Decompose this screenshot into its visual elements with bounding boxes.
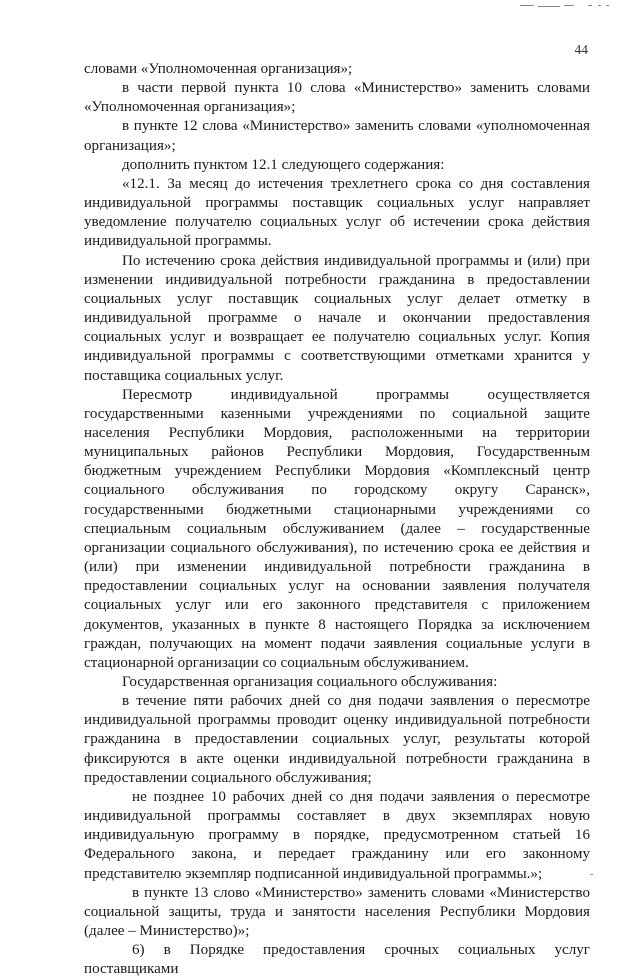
scan-artifact (590, 874, 593, 875)
paragraph: Пересмотр индивидуальной программы осуществляется государственными казенными учреждениями по социальной защите населения Республики Мордовия, расположенными на территории муниципальных районов Республики Мордовия, Государственным бюджетным учреждением Республики Мордовия «Комплексный центр социального обслуживания по городскому округу Саранск», государственными бюджетными стационарными учреждениями со специальным социальным обслуживанием (далее – государственные организации социального обслуживания), по истечению срока ее действия и (или) при изменении индивидуальной потребности гражданина в предоставлении социальных услуг на основании заявления получателя социальных услуг или его законного представителя с приложением документов, указанных в пункте 8 настоящего Порядка за исключением граждан, получающих на момент подачи заявления социальные услуги в стационарной организации со социальным обслуживанием. (84, 386, 590, 671)
paragraph: По истечению срока действия индивидуальной программы и (или) при изменении индивидуальной потребности гражданина в предоставлении социальных услуг поставщик социальных услуг делает отметку в индивидуальной программе о начале и окончании предоставления социальных услуг и возвращает ее получателю социальных услуг. Копия индивидуальной программы с соответствующими отметками хранится у поставщика социальных услуг. (84, 252, 590, 384)
paragraph: дополнить пунктом 12.1 следующего содержания: (122, 156, 445, 173)
paragraph: «12.1. За месяц до истечения трехлетнего срока со дня составления индивидуальной программы поставщик социальных услуг направляет уведомление получателю социальных услуг об истечении срока действия индивидуальной программы. (84, 175, 590, 250)
scan-artifact (520, 5, 620, 9)
paragraph: в пункте 13 слово «Министерство» заменить словами «Министерство социальной защиты, труда и занятости населения Республики Мордовия (далее – Министерство)»; (84, 884, 590, 940)
paragraph: в пункте 12 слова «Министерство» заменить словами «уполномоченная организация»; (84, 118, 590, 154)
paragraph: 6) в Порядке предоставления срочных социальных услуг поставщиками (84, 942, 590, 978)
paragraph: словами «Уполномоченная организация»; (84, 61, 353, 77)
paragraph: в части первой пункта 10 слова «Министерство» заменить словами «Уполномоченная организация»; (84, 80, 590, 116)
paragraph: в течение пяти рабочих дней со дня подачи заявления о пересмотре индивидуальной программы проводит оценку индивидуальной потребности гражданина в предоставлении социальных услуг, результаты которой фиксируются в акте оценки индивидуальной потребности гражданина в предоставлении социального обслуживания; (84, 693, 590, 786)
page-number: 44 (574, 42, 588, 57)
paragraph: Государственная организация социального обслуживания: (122, 674, 498, 690)
document-body (84, 60, 590, 980)
paragraph: не позднее 10 рабочих дней со дня подачи заявления о пересмотре индивидуальной программы составляет в двух экземплярах новую индивидуальную программу в порядке, предусмотренном статьей 16 Федерального закона, и передает гражданину или его законному представителю экземпляр подписанной индивидуальной программы.»; (84, 788, 590, 882)
